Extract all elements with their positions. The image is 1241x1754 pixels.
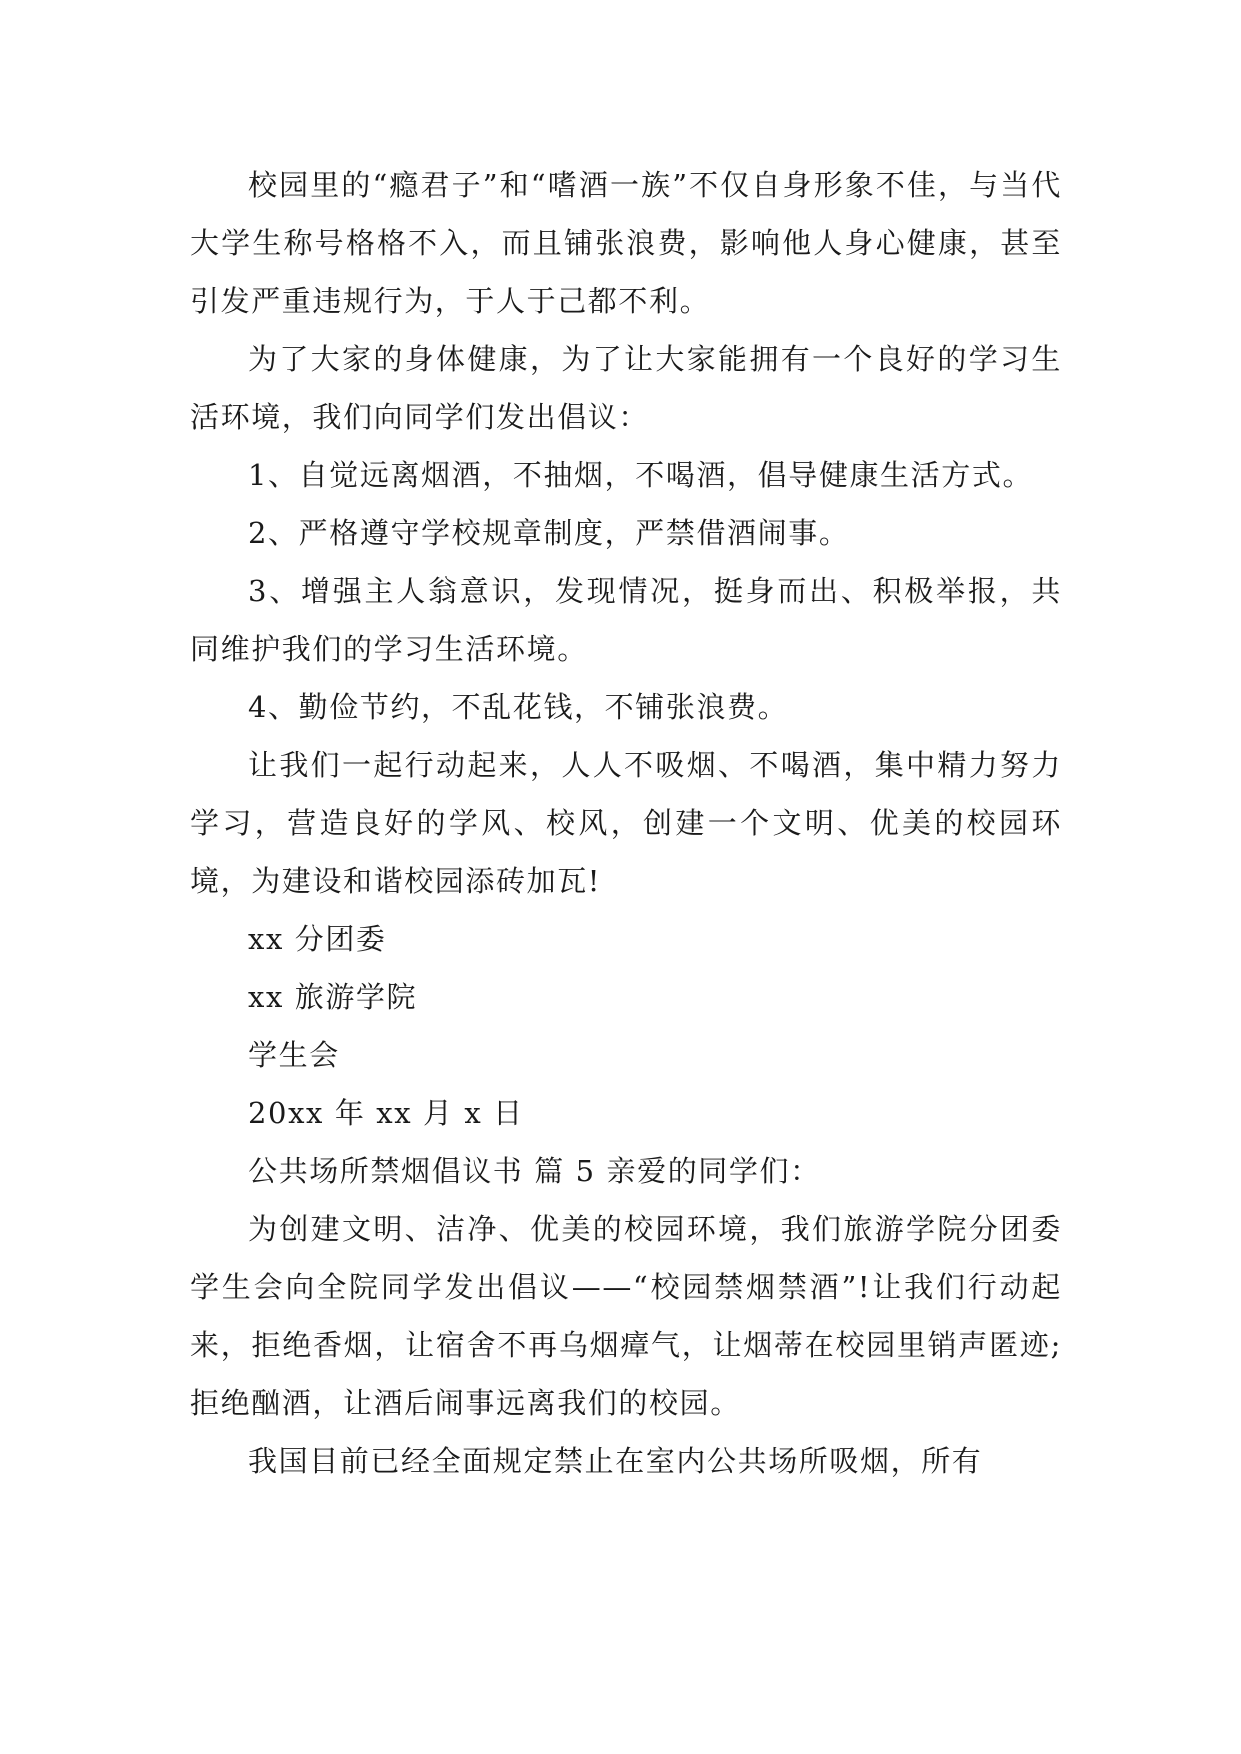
paragraph-item-2: 2、严格遵守学校规章制度，严禁借酒闹事。 (248, 516, 850, 550)
document-body (190, 156, 1062, 1490)
section-heading: 公共场所禁烟倡议书 篇 5 亲爱的同学们： (248, 1154, 821, 1188)
signature-date: 20xx 年 xx 月 x 日 (248, 1096, 524, 1130)
paragraph-intro: 校园里的“瘾君子”和“嗜酒一族”不仅自身形象不佳，与当代大学生称号格格不入，而且铺张浪费，影响他人身心健康，甚至引发严重违规行为，于人于己都不利。 (190, 168, 1062, 318)
paragraph-closing: 让我们一起行动起来，人人不吸烟、不喝酒，集中精力努力学习，营造良好的学风、校风，创建一个文明、优美的校园环境，为建设和谐校园添砖加瓦! (190, 748, 1062, 898)
paragraph-section5-1: 为创建文明、洁净、优美的校园环境，我们旅游学院分团委学生会向全院同学发出倡议——“校园禁烟禁酒”!让我们行动起来，拒绝香烟，让宿舍不再乌烟瘴气，让烟蒂在校园里销声匿迹;拒绝酗酒，让酒后闹事远离我们的校园。 (190, 1212, 1062, 1420)
signature-org-1: xx 分团委 (248, 922, 387, 956)
paragraph-section5-2: 我国目前已经全面规定禁止在室内公共场所吸烟，所有 (248, 1444, 983, 1478)
signature-org-3: 学生会 (248, 1038, 340, 1072)
signature-org-2: xx 旅游学院 (248, 980, 418, 1014)
paragraph-item-3: 3、增强主人翁意识，发现情况，挺身而出、积极举报，共同维护我们的学习生活环境。 (190, 574, 1062, 666)
paragraph-item-4: 4、勤俭节约，不乱花钱，不铺张浪费。 (248, 690, 789, 724)
paragraph-item-1: 1、自觉远离烟酒，不抽烟，不喝酒，倡导健康生活方式。 (248, 458, 1034, 492)
paragraph-call: 为了大家的身体健康，为了让大家能拥有一个良好的学习生活环境，我们向同学们发出倡议： (190, 342, 1062, 434)
